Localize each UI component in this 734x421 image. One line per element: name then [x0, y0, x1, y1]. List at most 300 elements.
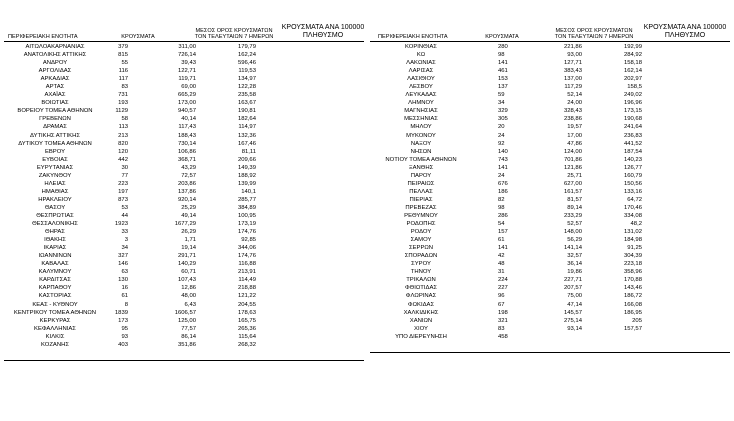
region-name: ΤΡΙΚΑΛΩΝ	[406, 277, 436, 284]
per100k-value: 81,11	[241, 148, 256, 155]
cases-value: 141	[498, 164, 508, 171]
region-name: ΔΡΑΜΑΣ	[43, 124, 67, 131]
table-row	[370, 317, 642, 325]
per100k-value: 441,52	[623, 140, 642, 147]
table-row	[370, 301, 642, 309]
region-name: ΛΑΣΙΘΙΟΥ	[407, 76, 435, 83]
header-cases-right: ΚΡΟΥΣΜΑΤΑ	[485, 33, 519, 40]
region-name: ΠΙΕΡΙΑΣ	[409, 196, 433, 203]
region-name: ΡΟΔΟΠΗΣ	[406, 221, 436, 228]
avg-7day-value: 351,86	[177, 341, 196, 348]
avg-7day-value: 47,14	[567, 301, 582, 308]
table-row	[4, 204, 256, 212]
per100k-value: 202,97	[623, 76, 642, 83]
region-name: ΓΡΕΒΕΝΩΝ	[39, 116, 71, 123]
region-name: ΣΑΜΟΥ	[410, 237, 432, 244]
avg-7day-value: 72,57	[181, 172, 196, 179]
table-row	[370, 107, 642, 115]
region-name: ΕΥΡΥΤΑΝΙΑΣ	[36, 164, 74, 171]
table-row	[4, 260, 256, 268]
table-row	[4, 99, 256, 107]
avg-7day-value: 328,43	[563, 108, 582, 115]
region-name: ΑΝΔΡΟΥ	[42, 60, 68, 67]
region-name: ΠΕΛΛΑΣ	[409, 188, 433, 195]
region-name: ΑΡΤΑΣ	[45, 84, 65, 91]
per100k-value: 149,39	[237, 164, 256, 171]
cases-value: 61	[121, 293, 128, 300]
region-name: ΗΛΕΙΑΣ	[44, 180, 66, 187]
table-row	[370, 276, 642, 284]
table-row	[370, 188, 642, 196]
region-name: ΚΕΑΣ - ΚΥΘΝΟΥ	[32, 301, 78, 308]
region-name: ΛΕΥΚΑΔΑΣ	[405, 92, 437, 99]
cases-value: 31	[498, 269, 505, 276]
avg-7day-value: 93,14	[567, 325, 582, 332]
table-row	[370, 284, 642, 292]
table-row	[370, 115, 642, 123]
per100k-value: 223,18	[623, 261, 642, 268]
cases-value: 153	[498, 76, 508, 83]
table-row	[4, 276, 256, 284]
table-row	[4, 51, 256, 59]
table-row	[370, 123, 642, 131]
table-row	[370, 180, 642, 188]
cases-value: 95	[121, 325, 128, 332]
per100k-value: 196,96	[623, 100, 642, 107]
per100k-value: 158,18	[623, 60, 642, 67]
avg-7day-value: 36,14	[567, 261, 582, 268]
cases-value: 815	[118, 52, 128, 59]
table-row	[4, 244, 256, 252]
cases-value: 8	[124, 301, 128, 308]
region-name: ΑΧΑΪΑΣ	[44, 92, 66, 99]
avg-7day-value: 122,71	[177, 68, 196, 75]
avg-7day-value: 221,86	[563, 44, 582, 50]
table-row	[370, 75, 642, 83]
per100k-value	[582, 333, 642, 341]
avg-7day-value: 56,29	[567, 237, 582, 244]
table-row	[370, 43, 642, 51]
per100k-value: 131,02	[623, 229, 642, 236]
cases-value: 117	[118, 76, 128, 83]
per100k-value: 167,46	[237, 140, 256, 147]
region-name: ΖΑΚΥΝΘΟΥ	[38, 172, 72, 179]
header-divider-right	[370, 41, 730, 42]
per100k-value: 218,88	[237, 285, 256, 292]
cases-value: 198	[498, 309, 508, 316]
cases-value: 83	[121, 84, 128, 91]
cases-value: 98	[498, 204, 505, 211]
avg-7day-value: 1,71	[184, 237, 196, 244]
cases-value: 676	[498, 180, 508, 187]
avg-7day-value: 117,43	[178, 124, 196, 131]
per100k-value: 48,2	[630, 221, 642, 228]
footer-divider-left	[4, 360, 364, 361]
cases-value: 140	[498, 148, 508, 155]
region-name: ΑΡΚΑΔΙΑΣ	[40, 76, 70, 83]
footer-divider-right	[370, 352, 730, 353]
cases-value: 157	[498, 229, 508, 236]
cases-value: 305	[498, 116, 508, 123]
per100k-value: 187,54	[623, 148, 642, 155]
avg-7day-value: 1606,57	[174, 309, 196, 316]
region-name: ΛΑΚΩΝΙΑΣ	[406, 60, 436, 67]
cases-value: 329	[498, 108, 508, 115]
region-name: ΙΘΑΚΗΣ	[44, 237, 66, 244]
avg-7day-value: 141,14	[563, 245, 582, 252]
avg-7day-value: 1677,29	[174, 221, 196, 228]
cases-value: 20	[498, 124, 505, 131]
region-name: ΗΡΑΚΛΕΙΟΥ	[38, 196, 72, 203]
avg-7day-value: 39,43	[181, 60, 196, 67]
cases-value: 213	[118, 132, 128, 139]
avg-7day-value: 25,29	[181, 204, 196, 211]
table-row	[4, 212, 256, 220]
per100k-value: 204,55	[237, 301, 256, 308]
per100k-value: 173,19	[237, 221, 256, 228]
avg-7day-value: 173,00	[177, 100, 196, 107]
region-name: ΚΑΒΑΛΑΣ	[41, 261, 69, 268]
region-name: ΜΕΣΣΗΝΙΑΣ	[404, 116, 438, 123]
cases-value: 227	[498, 285, 508, 292]
avg-7day-value: 12,86	[181, 285, 196, 292]
table-row	[370, 292, 642, 300]
table-row	[4, 220, 256, 228]
per100k-value: 344,06	[237, 245, 256, 252]
per100k-value: 157,57	[623, 325, 642, 332]
cases-value: 3	[124, 237, 128, 244]
cases-value: 141	[498, 245, 508, 252]
region-name: ΚΟΖΑΝΗΣ	[40, 341, 69, 348]
avg-7day-value: 627,00	[563, 180, 582, 187]
table-row	[4, 107, 256, 115]
region-name: ΦΘΙΩΤΙΔΑΣ	[404, 285, 438, 292]
cases-value: 67	[498, 301, 505, 308]
table-row	[4, 301, 256, 309]
avg-7day-value: 140,29	[177, 261, 196, 268]
per100k-value: 182,64	[237, 116, 256, 123]
cases-value: 820	[118, 140, 128, 147]
cases-value: 77	[121, 172, 128, 179]
per100k-value: 163,67	[237, 100, 256, 107]
table-row	[4, 164, 256, 172]
region-name: ΚΑΡΔΙΤΣΑΣ	[39, 277, 71, 284]
avg-7day-value: 40,14	[181, 116, 196, 123]
region-name: ΚΑΡΠΑΘΟΥ	[38, 285, 72, 292]
region-name: ΕΥΒΟΙΑΣ	[42, 156, 68, 163]
table-row	[4, 292, 256, 300]
table-row	[4, 148, 256, 156]
cases-value: 186	[498, 188, 508, 195]
cases-value: 53	[121, 204, 128, 211]
avg-7day-value: 86,14	[181, 333, 196, 340]
per100k-value: 184,98	[623, 237, 642, 244]
header-cases-left: ΚΡΟΥΣΜΑΤΑ	[121, 33, 155, 40]
avg-7day-value: 89,14	[567, 204, 582, 211]
region-name: ΡΕΘΥΜΝΟΥ	[404, 212, 438, 219]
region-name: ΣΠΟΡΑΔΩΝ	[404, 253, 438, 260]
cases-value: 93	[121, 333, 128, 340]
table-row	[370, 83, 642, 91]
cases-value: 1923	[114, 221, 128, 228]
region-name: ΜΥΚΟΝΟΥ	[406, 132, 436, 139]
table-row	[370, 148, 642, 156]
per100k-value: 115,64	[238, 333, 256, 340]
per100k-value: 190,68	[623, 116, 642, 123]
cases-value: 403	[118, 341, 128, 348]
table-row	[4, 268, 256, 276]
cases-value: 61	[498, 237, 505, 244]
cases-value: 286	[498, 212, 508, 219]
cases-value: 92	[498, 140, 505, 147]
table-row	[370, 228, 642, 236]
per100k-value: 173,15	[623, 108, 642, 115]
per100k-value: 91,25	[627, 245, 642, 252]
region-name: ΡΟΔΟΥ	[410, 229, 432, 236]
per100k-value: 116,88	[238, 261, 256, 268]
table-row	[4, 123, 256, 131]
table-row	[4, 140, 256, 148]
cases-value: 130	[118, 277, 128, 284]
cases-value: 731	[118, 92, 128, 99]
table-row	[4, 236, 256, 244]
avg-7day-value: 93,00	[567, 52, 582, 59]
per100k-value: 205	[632, 317, 642, 324]
table-row	[370, 140, 642, 148]
avg-7day-value: 238,86	[563, 116, 582, 123]
per100k-value: 213,91	[237, 269, 256, 276]
avg-7day-value: 233,29	[563, 212, 582, 219]
region-name: ΘΗΡΑΣ	[45, 229, 65, 236]
per100k-value: 132,36	[237, 132, 256, 139]
avg-7day-value: 940,57	[177, 108, 196, 115]
avg-7day-value: 19,86	[567, 269, 582, 276]
cases-value: 173	[118, 317, 128, 324]
avg-7day-value: 49,14	[181, 212, 196, 219]
avg-7day-value: 17,00	[567, 132, 582, 139]
table-row	[370, 172, 642, 180]
region-name: ΧΑΛΚΙΔΙΚΗΣ	[403, 309, 439, 316]
per100k-value: 165,75	[237, 317, 256, 324]
avg-7day-value: 75,00	[567, 293, 582, 300]
avg-7day-value: 701,86	[563, 156, 582, 163]
region-name: ΗΜΑΘΙΑΣ	[41, 188, 69, 195]
avg-7day-value: 665,29	[177, 92, 196, 99]
per100k-value: 285,77	[237, 196, 256, 203]
table-row	[4, 132, 256, 140]
region-name: ΚΩ	[416, 52, 426, 59]
table-row	[4, 333, 256, 341]
avg-7day-value: 32,57	[567, 253, 582, 260]
table-row	[4, 115, 256, 123]
cases-value: 379	[118, 44, 128, 50]
cases-value: 30	[121, 164, 128, 171]
header-per100k-right: ΚΡΟΥΣΜΑΤΑ ΑΝΑ 100000 ΠΛΗΘΥΣΜΟ	[643, 24, 727, 39]
table-row	[4, 325, 256, 333]
region-name: ΝΗΣΩΝ	[410, 148, 432, 155]
cases-value: 34	[121, 245, 128, 252]
cases-value: 193	[118, 100, 128, 107]
region-name: ΣΥΡΟΥ	[411, 261, 431, 268]
avg-7day-value: 161,57	[563, 188, 582, 195]
region-name: ΘΑΣΟΥ	[44, 204, 66, 211]
region-name: ΔΥΤΙΚΟΥ ΤΟΜΕΑ ΑΘΗΝΩΝ	[18, 140, 92, 147]
per100k-value: 174,76	[237, 253, 256, 260]
per100k-value: 126,77	[623, 164, 642, 171]
avg-7day-value: 148,00	[563, 229, 582, 236]
region-name: ΧΙΟΥ	[414, 325, 428, 332]
table-row	[4, 83, 256, 91]
cases-value: 1129	[115, 108, 128, 115]
per100k-value: 119,53	[238, 68, 256, 75]
per100k-value: 235,58	[237, 92, 256, 99]
cases-value: 137	[498, 84, 508, 91]
table-row	[370, 51, 642, 59]
table-row	[4, 317, 256, 325]
cases-value: 120	[118, 148, 128, 155]
cases-value: 44	[121, 212, 128, 219]
table-row	[370, 156, 642, 164]
avg-7day-value: 368,71	[177, 156, 196, 163]
region-name: ΛΕΣΒΟΥ	[409, 84, 433, 91]
avg-7day-value: 119,71	[178, 76, 196, 83]
table-row	[370, 252, 642, 260]
avg-7day-value: 47,86	[567, 140, 582, 147]
region-name: ΙΚΑΡΙΑΣ	[43, 245, 67, 252]
cases-value: 224	[498, 277, 508, 284]
avg-7day-value: 125,00	[177, 317, 196, 324]
cases-value: 1839	[114, 309, 128, 316]
avg-7day-value: 24,00	[567, 100, 582, 107]
avg-7day-value	[522, 333, 582, 341]
avg-7day-value: 52,57	[567, 221, 582, 228]
cases-value: 280	[498, 44, 508, 50]
right-column-rows	[370, 43, 642, 341]
cases-value: 96	[498, 293, 505, 300]
per100k-value: 100,95	[237, 212, 256, 219]
cases-value: 113	[118, 124, 128, 131]
table-row	[4, 180, 256, 188]
region-name: ΞΑΝΘΗΣ	[408, 164, 434, 171]
avg-7day-value: 275,14	[563, 317, 582, 324]
avg-7day-value: 107,43	[177, 277, 196, 284]
table-row	[370, 196, 642, 204]
per100k-value: 192,99	[623, 44, 642, 50]
region-name: ΚΕΝΤΡΙΚΟΥ ΤΟΜΕΑ ΑΘΗΝΩΝ	[13, 309, 97, 316]
per100k-value: 170,88	[623, 277, 642, 284]
table-row	[370, 59, 642, 67]
avg-7day-value: 26,29	[181, 229, 196, 236]
avg-7day-value: 383,43	[563, 68, 582, 75]
table-row	[4, 252, 256, 260]
avg-7day-value: 920,14	[177, 196, 196, 203]
per100k-value: 249,02	[623, 92, 642, 99]
region-name: ΜΗΛΟΥ	[410, 124, 432, 131]
region-name: ΛΗΜΝΟΥ	[408, 100, 434, 107]
table-row	[4, 341, 256, 349]
table-row	[370, 333, 642, 341]
cases-value: 54	[498, 221, 505, 228]
cases-value: 458	[498, 333, 508, 340]
cases-value: 116	[118, 68, 128, 75]
table-row	[370, 236, 642, 244]
per100k-value: 186,95	[623, 309, 642, 316]
table-row	[370, 132, 642, 140]
cases-value: 141	[498, 60, 508, 67]
per100k-value: 241,64	[623, 124, 642, 131]
avg-7day-value: 137,00	[563, 76, 582, 83]
header-avg-left: ΜΕΣΟΣ ΟΡΟΣ ΚΡΟΥΣΜΑΤΩΝ ΤΟΝ ΤΕΛΕΥΤΑΙΩΝ 7 ΗΜΕΡΩΝ	[194, 27, 274, 40]
region-name: ΦΛΩΡΙΝΑΣ	[405, 293, 437, 300]
cases-value: 197	[118, 188, 128, 195]
table-row	[4, 75, 256, 83]
table-row	[370, 99, 642, 107]
avg-7day-value: 117,29	[564, 84, 582, 91]
cases-value: 327	[118, 253, 128, 260]
region-name: ΚΟΡΙΝΘΙΑΣ	[405, 44, 437, 50]
table-row	[370, 212, 642, 220]
header-region-right: ΠΕΡΙΦΕΡΕΙΑΚΗ ΕΝΟΤΗΤΑ	[378, 33, 448, 40]
per100k-value: 160,79	[623, 172, 642, 179]
cases-value: 59	[498, 92, 505, 99]
avg-7day-value: 69,00	[181, 84, 196, 91]
per100k-value: 284,92	[623, 52, 642, 59]
region-name: ΠΑΡΟΥ	[410, 172, 432, 179]
per100k-value: 596,46	[237, 60, 256, 67]
region-name: ΝΑΞΟΥ	[410, 140, 432, 147]
region-name: ΘΕΣΠΡΩΤΙΑΣ	[36, 212, 74, 219]
region-name: ΣΕΡΡΩΝ	[408, 245, 434, 252]
per100k-value: 179,79	[237, 44, 256, 50]
avg-7day-value: 137,86	[177, 188, 196, 195]
per100k-value: 140,1	[241, 188, 256, 195]
table-row	[4, 67, 256, 75]
avg-7day-value: 311,00	[178, 44, 196, 50]
avg-7day-value: 25,71	[567, 172, 582, 179]
region-name: ΚΕΦΑΛΛΗΝΙΑΣ	[34, 325, 76, 332]
region-name: ΘΕΣΣΑΛΟΝΙΚΗΣ	[32, 221, 78, 228]
avg-7day-value: 127,71	[563, 60, 582, 67]
per100k-value: 236,83	[623, 132, 642, 139]
cases-value: 82	[498, 196, 505, 203]
cases-value: 146	[118, 261, 128, 268]
cases-value: 98	[498, 52, 505, 59]
cases-value: 743	[498, 156, 508, 163]
cases-value: 24	[498, 132, 505, 139]
per100k-value: 150,56	[623, 180, 642, 187]
table-row	[4, 156, 256, 164]
region-name: ΚΑΣΤΟΡΙΑΣ	[38, 293, 72, 300]
table-row	[4, 284, 256, 292]
region-name: ΚΑΛΥΜΝΟΥ	[38, 269, 72, 276]
table-row	[370, 204, 642, 212]
per100k-value: 64,72	[627, 196, 642, 203]
cases-value: 442	[118, 156, 128, 163]
avg-7day-value: 203,86	[177, 180, 196, 187]
table-row	[370, 67, 642, 75]
region-name: ΧΑΝΙΩΝ	[409, 317, 433, 324]
cases-value: 16	[121, 285, 128, 292]
avg-7day-value: 77,57	[181, 325, 196, 332]
cases-value: 58	[121, 116, 128, 123]
table-row	[370, 268, 642, 276]
region-name: ΥΠΟ ΔΙΕΡΕΥΝΗΣΗ	[395, 333, 447, 340]
table-row	[370, 220, 642, 228]
region-name: ΕΒΡΟΥ	[44, 148, 66, 155]
cases-value: 83	[498, 325, 505, 332]
per100k-value: 265,36	[237, 325, 256, 332]
per100k-value: 358,96	[623, 269, 642, 276]
